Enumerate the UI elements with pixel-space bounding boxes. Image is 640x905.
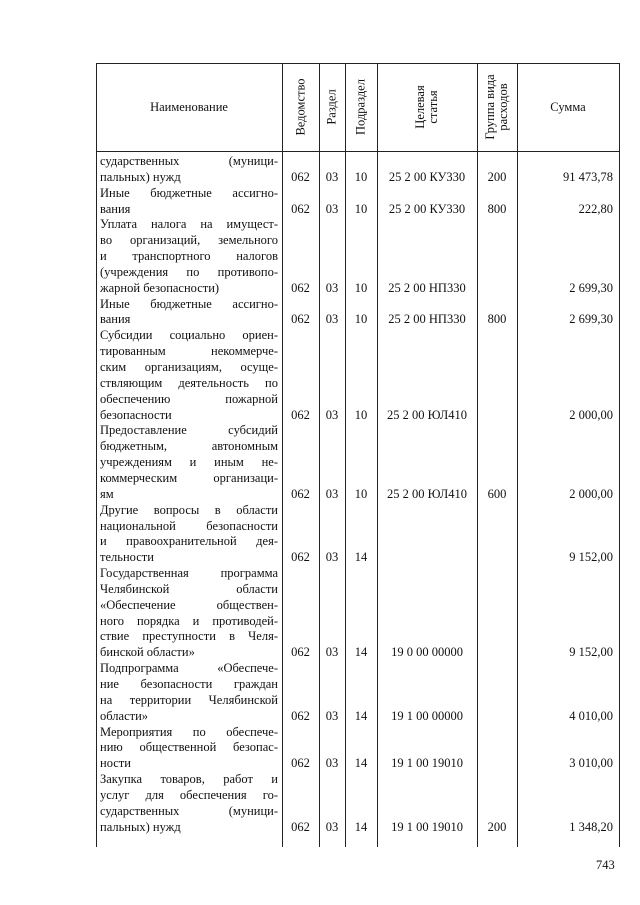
row-name <box>100 423 278 502</box>
row-name-line: «Обеспечение обществен- <box>100 597 278 612</box>
row-podrazdel: 14 <box>354 645 368 660</box>
row-name-line: учреждениям и иным не- <box>100 455 278 470</box>
row-summa: 91 473,78 <box>563 169 613 184</box>
row-podrazdel: 14 <box>354 756 368 771</box>
row-celevaya: 19 1 00 19010 <box>391 819 463 834</box>
table-row <box>96 772 619 835</box>
row-name-line: тированным некоммерче- <box>100 344 278 359</box>
col-border-right <box>619 63 620 847</box>
row-razdel: 03 <box>325 645 339 660</box>
row-name-line: обеспечению пожарной <box>100 391 278 406</box>
row-celevaya: 19 1 00 00000 <box>391 708 463 723</box>
header-celevaya <box>377 63 477 151</box>
row-vedomstvo: 062 <box>291 645 310 660</box>
row-summa: 2 699,30 <box>569 280 613 295</box>
row-name-line: Мероприятия по обеспече- <box>100 724 278 739</box>
row-name-line: ного порядка и противодей- <box>100 613 278 628</box>
row-celevaya: 25 2 00 НП330 <box>388 312 466 327</box>
row-razdel: 03 <box>325 756 339 771</box>
row-name <box>100 566 278 661</box>
page-number: 743 <box>596 858 615 872</box>
row-podrazdel: 14 <box>354 819 368 834</box>
row-vedomstvo: 062 <box>291 201 310 216</box>
row-podrazdel: 10 <box>354 280 368 295</box>
row-name-line: ности <box>100 756 131 771</box>
row-razdel: 03 <box>325 708 339 723</box>
row-podrazdel: 10 <box>354 201 368 216</box>
table-row <box>96 217 619 296</box>
header-gruppa-label <box>484 74 510 139</box>
row-name-line: Другие вопросы в области <box>100 502 278 517</box>
row-name-line: ским организациям, осуще- <box>100 360 278 375</box>
row-name-line: ям <box>100 486 114 501</box>
row-name-line: пальных) нужд <box>100 169 181 184</box>
row-name-line: Уплата налога на имущест- <box>100 217 278 232</box>
row-name-line: сударственных (муници- <box>100 154 278 168</box>
header-vedomstvo <box>282 63 319 151</box>
row-name <box>100 217 278 296</box>
row-vedomstvo: 062 <box>291 819 310 834</box>
header-podrazdel <box>345 63 377 151</box>
row-name-line: коммерческим организаци- <box>100 470 278 485</box>
row-name-line: вания <box>100 201 131 216</box>
row-name-line: тельности <box>100 550 154 565</box>
row-gruppa: 600 <box>487 486 507 501</box>
header-gruppa <box>477 63 517 151</box>
row-podrazdel: 10 <box>354 486 368 501</box>
row-podrazdel: 10 <box>354 407 368 422</box>
table-row <box>96 186 619 218</box>
row-celevaya: 25 2 00 КУ330 <box>388 169 466 184</box>
row-name <box>100 328 278 423</box>
row-razdel: 03 <box>325 486 339 501</box>
row-vedomstvo: 062 <box>291 407 310 422</box>
table-row <box>96 661 619 724</box>
row-name-line: Иные бюджетные ассигно- <box>100 185 278 200</box>
row-name-line: жарной безопасности) <box>100 280 220 295</box>
table-row <box>96 566 619 661</box>
row-vedomstvo: 062 <box>291 756 310 771</box>
row-razdel: 03 <box>325 169 339 184</box>
row-name-line: во организаций, земельного <box>100 233 278 248</box>
row-name <box>100 154 278 186</box>
row-name <box>100 503 278 566</box>
row-celevaya: 25 2 00 ЮЛ410 <box>386 486 468 501</box>
row-podrazdel: 10 <box>354 312 368 327</box>
header-summa <box>517 63 619 151</box>
row-summa: 9 152,00 <box>569 550 613 565</box>
table-row <box>96 725 619 773</box>
header-gruppa-line-1: Группа вида <box>483 74 497 140</box>
row-summa: 3 010,00 <box>569 756 613 771</box>
row-podrazdel: 10 <box>354 169 368 184</box>
row-vedomstvo: 062 <box>291 708 310 723</box>
header-gruppa-line-2: расходов <box>496 83 510 131</box>
row-name <box>100 186 278 218</box>
row-celevaya: 19 1 00 19010 <box>391 756 463 771</box>
row-summa: 222,80 <box>578 201 613 216</box>
table-row <box>96 503 619 566</box>
row-summa: 2 699,30 <box>569 312 613 327</box>
row-name-line: Иные бюджетные ассигно- <box>100 296 278 311</box>
row-gruppa: 800 <box>487 312 507 327</box>
row-name-line: Субсидии социально ориен- <box>100 328 278 343</box>
row-name-line: вания <box>100 312 131 327</box>
row-name-line: на территории Челябинской <box>100 692 278 707</box>
row-razdel: 03 <box>325 312 339 327</box>
row-name-line: Закупка товаров, работ и <box>100 772 278 787</box>
row-gruppa: 800 <box>487 201 507 216</box>
row-name-line: и транспортного налогов <box>100 249 278 264</box>
header-celevaya-label <box>414 85 440 128</box>
header-celevaya-line-1: Целевая <box>413 85 427 129</box>
row-name-line: пальных) нужд <box>100 819 181 834</box>
header-razdel <box>319 63 345 151</box>
row-name-line: Подпрограмма «Обеспече- <box>100 661 278 676</box>
row-name-line: Предоставление субсидий <box>100 423 278 438</box>
row-name-line: (учреждения по противопо- <box>100 264 278 279</box>
row-name-line: и правоохранительной дея- <box>100 534 278 549</box>
row-summa: 2 000,00 <box>569 407 613 422</box>
row-name <box>100 297 278 329</box>
row-name-line: безопасности <box>100 407 172 422</box>
table-row <box>96 154 619 186</box>
row-razdel: 03 <box>325 280 339 295</box>
row-razdel: 03 <box>325 201 339 216</box>
row-name <box>100 772 278 835</box>
row-celevaya: 25 2 00 КУ330 <box>388 201 466 216</box>
row-name-line: ствие преступности в Челя- <box>100 629 278 644</box>
row-name <box>100 661 278 724</box>
budget-table <box>96 63 619 847</box>
row-name-line: нию общественной безопас- <box>100 740 278 755</box>
row-name-line: Челябинской области <box>100 581 278 596</box>
row-gruppa: 200 <box>487 819 507 834</box>
row-celevaya: 25 2 00 НП330 <box>388 280 466 295</box>
row-name <box>100 725 278 773</box>
row-celevaya: 19 0 00 00000 <box>391 645 463 660</box>
header-summa-label: Сумма <box>550 99 586 114</box>
row-summa: 4 010,00 <box>569 708 613 723</box>
header-razdel-label: Раздел <box>324 89 339 125</box>
row-vedomstvo: 062 <box>291 486 310 501</box>
row-vedomstvo: 062 <box>291 169 310 184</box>
row-name-line: услуг для обеспечения го- <box>100 787 278 802</box>
header-podrazdel-label: Подраздел <box>353 79 368 135</box>
row-celevaya: 25 2 00 ЮЛ410 <box>386 407 468 422</box>
row-podrazdel: 14 <box>354 708 368 723</box>
row-summa: 2 000,00 <box>569 486 613 501</box>
row-name-line: бюджетным, автономным <box>100 439 278 454</box>
row-name-line: бинской области» <box>100 645 195 660</box>
table-row <box>96 328 619 423</box>
row-razdel: 03 <box>325 407 339 422</box>
row-vedomstvo: 062 <box>291 550 310 565</box>
row-name-line: сударственных (муници- <box>100 803 278 818</box>
row-podrazdel: 14 <box>354 550 368 565</box>
header-celevaya-line-2: статья <box>426 90 440 124</box>
header-bottom-border <box>96 151 619 152</box>
row-gruppa: 200 <box>487 169 507 184</box>
row-name-line: ствляющим деятельность по <box>100 375 278 390</box>
row-name-line: Государственная программа <box>100 566 278 581</box>
row-razdel: 03 <box>325 550 339 565</box>
row-summa: 9 152,00 <box>569 645 613 660</box>
header-vedomstvo-label: Ведомство <box>293 78 307 136</box>
row-name-line: области» <box>100 708 149 723</box>
header-name-label: Наименование <box>150 99 228 114</box>
table-row <box>96 423 619 502</box>
row-summa: 1 348,20 <box>569 819 613 834</box>
row-vedomstvo: 062 <box>291 312 310 327</box>
table-row <box>96 297 619 329</box>
row-name-line: национальной безопасности <box>100 518 278 533</box>
row-vedomstvo: 062 <box>291 280 310 295</box>
header-name <box>96 63 282 151</box>
row-razdel: 03 <box>325 819 339 834</box>
row-name-line: ние безопасности граждан <box>100 677 278 692</box>
